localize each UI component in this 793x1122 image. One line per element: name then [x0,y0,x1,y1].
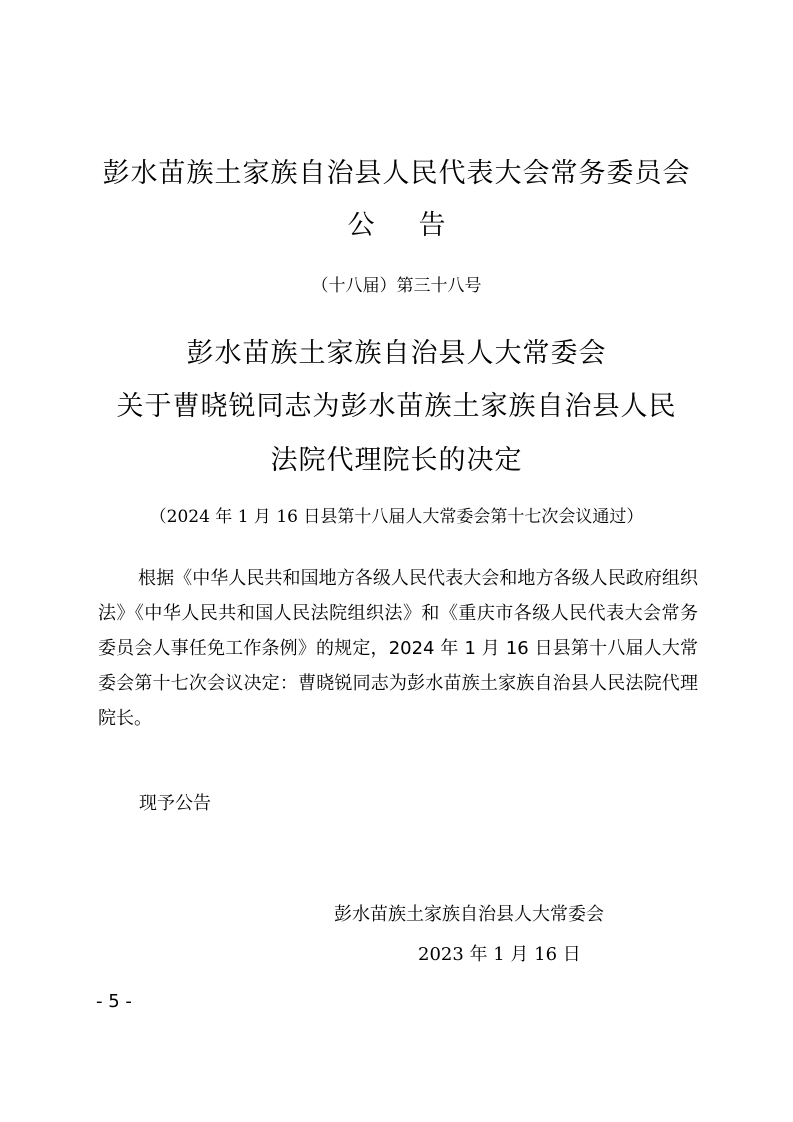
issuer-heading: 彭水苗族土家族自治县人民代表大会常务委员会 [102,158,691,189]
decision-title-line-3: 法院代理院长的决定 [270,445,523,476]
announcement-number: （十八届）第三十八号 [311,276,482,296]
announcement-heading: 公告 [347,210,490,241]
signature-date: 2023 年 1 月 16 日 [418,944,581,965]
decision-body-paragraph: 根据《中华人民共和国地方各级人民代表大会和地方各级人民政府组织法》《中华人民共和国人民法院组织法》和《重庆市各级人民代表大会常务委员会人事任免工作条例》的规定，2024 年 1 月 16 日县第十八届人大常委会第十七次会议决定：曹晓锐同志为彭水苗族土家族自治县人民法院代理院长。 [98,568,698,729]
page-number: - 5 - [96,991,132,1012]
signature: 彭水苗族土家族自治县人大常委会 [334,904,604,925]
notice-line: 现予公告 [139,793,211,814]
adoption-note: （2024 年 1 月 16 日县第十八届人大常委会第十七次会议通过） [149,507,644,527]
decision-title-line-1: 彭水苗族土家族自治县人大常委会 [186,338,607,369]
decision-title-line-2: 关于曹晓锐同志为彭水苗族土家族自治县人民 [116,391,677,422]
